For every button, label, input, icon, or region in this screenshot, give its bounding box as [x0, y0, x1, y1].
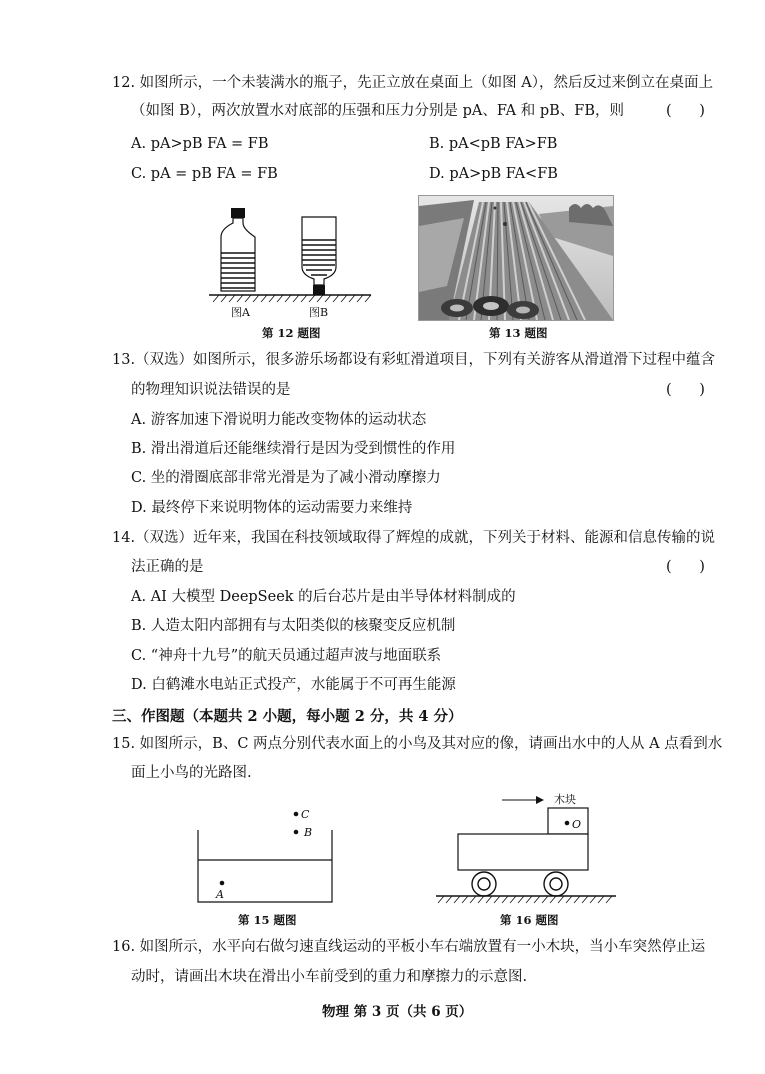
q12-option-b: B. pA<pB FA>FB [429, 136, 558, 152]
q13-option-b: B. 滑出滑道后还能继续滑行是因为受到惯性的作用 [131, 441, 456, 457]
q13-answer-paren: ( ) [666, 382, 705, 398]
q15-figure-caption: 第 15 题图 [238, 913, 297, 927]
q13-option-d: D. 最终停下来说明物体的运动需要力来维持 [131, 500, 413, 516]
q14-option-b: B. 人造太阳内部拥有与太阳类似的核聚变反应机制 [131, 618, 456, 634]
bottle-b [302, 217, 336, 295]
q16-cart-figure [430, 790, 620, 908]
point-o-dot [565, 821, 570, 826]
q14-text-line2: 法正确的是 [131, 559, 204, 575]
q13-option-a: A. 游客加速下滑说明力能改变物体的运动状态 [131, 412, 427, 428]
point-a-dot [220, 881, 225, 886]
q12-option-d: D. pA>pB FA<FB [429, 166, 558, 182]
fig-a-label: 图A [231, 306, 250, 319]
q12-option-a: A. pA>pB FA = FB [131, 136, 269, 152]
block-label: 木块 [554, 793, 576, 806]
q12-answer-paren: ( ) [666, 103, 705, 119]
q14-text-line1: 14.（双选）近年来，我国在科技领域取得了辉煌的成就，下列关于材料、能源和信息传输的说 [112, 530, 716, 546]
q16-figure-caption: 第 16 题图 [500, 913, 559, 927]
q15-text-line2: 面上小鸟的光路图. [131, 765, 252, 781]
q13-figure-caption: 第 13 题图 [489, 326, 548, 340]
point-c-label: C [301, 808, 310, 821]
point-o-label: O [572, 818, 582, 831]
q15-text-line1: 15. 如图所示，B、C 两点分别代表水面上的小鸟及其对应的像，请画出水中的人从 A 点看到水 [112, 736, 723, 752]
q13-text-line2: 的物理知识说法错误的是 [131, 382, 291, 398]
q13-rainbow-slide-photo [418, 195, 614, 321]
q12-text-line2: （如图 B），两次放置水对底部的压强和压力分别是 pA、FA 和 pB、FB，则 [131, 103, 625, 119]
q13-option-c: C. 坐的滑圈底部非常光滑是为了减小滑动摩擦力 [131, 470, 441, 486]
page-footer: 物理 第 3 页（共 6 页） [322, 1004, 473, 1020]
cart-wheels [472, 872, 568, 896]
q14-option-c: C. “神舟十九号”的航天员通过超声波与地面联系 [131, 648, 442, 664]
point-a-label: A [216, 888, 224, 901]
q12-bottles-figure [205, 205, 375, 320]
section-3-heading: 三、作图题（本题共 2 小题，每小题 2 分，共 4 分） [112, 708, 463, 725]
point-b-dot [294, 830, 299, 835]
point-c-dot [294, 812, 299, 817]
cart-body [458, 834, 588, 870]
q13-text-line1: 13.（双选）如图所示，很多游乐场都设有彩虹滑道项目，下列有关游客从滑道滑下过程中蕴含 [112, 352, 716, 368]
q16-text-line1: 16. 如图所示，水平向右做匀速直线运动的平板小车右端放置有一小木块，当小车突然停止运 [112, 939, 706, 955]
q16-text-line2: 动时，请画出木块在滑出小车前受到的重力和摩擦力的示意图. [131, 969, 528, 985]
point-b-label: B [304, 826, 313, 839]
q12-text-line1: 12. 如图所示，一个未装满水的瓶子，先正立放在桌面上（如图 A），然后反过来倒立在桌面上 [112, 75, 713, 91]
q12-figure-caption: 第 12 题图 [262, 326, 321, 340]
q14-option-a: A. AI 大模型 DeepSeek 的后台芯片是由半导体材料制成的 [131, 589, 516, 605]
q14-option-d: D. 白鹤滩水电站正式投产，水能属于不可再生能源 [131, 677, 456, 693]
q12-option-c: C. pA = pB FA = FB [131, 166, 278, 182]
q14-answer-paren: ( ) [666, 559, 705, 575]
fig-b-label: 图B [309, 306, 329, 319]
q15-water-figure [190, 800, 340, 908]
bottle-a [221, 208, 255, 291]
